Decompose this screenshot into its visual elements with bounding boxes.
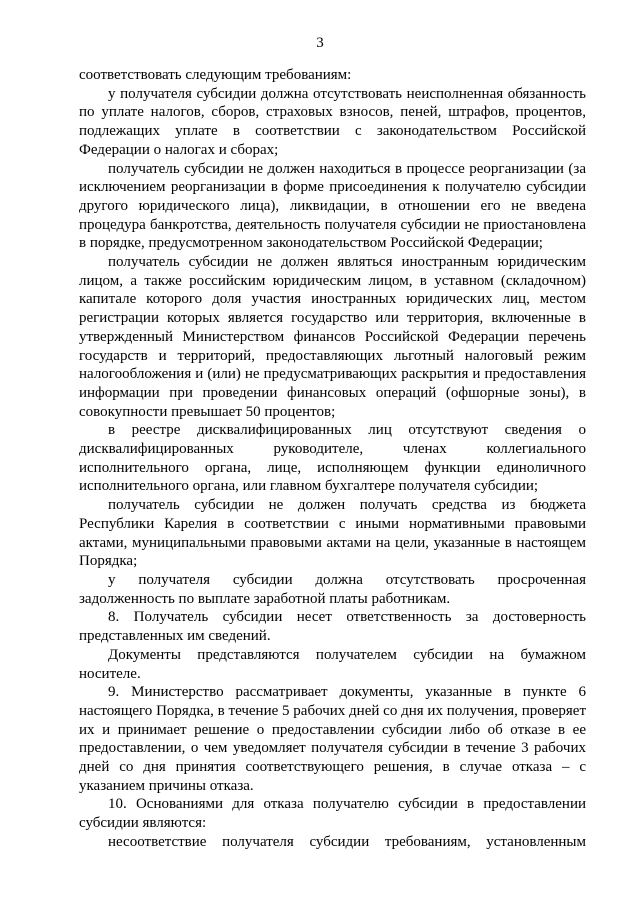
paragraph-continuation: соответствовать следующим требованиям:: [79, 67, 352, 83]
paragraph-item-8: 8. Получатель субсидии несет ответственность за достоверность представленных им сведений.: [79, 609, 586, 645]
paragraph-noncompliance: несоответствие получателя субсидии требованиям, установленным: [108, 833, 586, 850]
paragraph-disqualified-persons: в реестре дисквалифицированных лиц отсутствуют сведения о дисквалифицированных руководителе, членах коллегиального исполнительного органа, лице, исполняющем функции единоличного исполнительного органа, или главном бухгалтере получателя субсидии;: [79, 422, 586, 495]
paragraph-budget-funds: получатель субсидии не должен получать средства из бюджета Республики Карелия в соответствии с иными нормативными правовыми актами, муниципальными правовыми актами на цели, указанные в настоящем Порядка;: [79, 497, 586, 570]
paragraph-wage-arrears: у получателя субсидии должна отсутствовать просроченная задолженность по выплате заработной платы работникам.: [79, 571, 586, 607]
document-body: [79, 66, 586, 852]
paragraph-item-9: 9. Министерство рассматривает документы, указанные в пункте 6 настоящего Порядка, в течение 5 рабочих дней со дня их получения, проверяет их и принимает решение о предоставлении субсидии либо об отказе в ее предоставлении, о чем уведомляет получателя субсидии в течение 3 рабочих дней со дня принятия соответствующего решения, в случае отказа – с указанием причины отказа.: [79, 684, 586, 794]
paragraph-reorganization: получатель субсидии не должен находиться в процессе реорганизации (за исключением реорганизации в форме присоединения к получателю субсидии другого юридического лица), ликвидации, в отношении его не введена процедура банкротства, деятельность получателя субсидии не приостановлена в порядке, предусмотренном законодательством Российской Федерации;: [79, 160, 586, 252]
paragraph-paper-documents: Документы представляются получателем субсидии на бумажном носителе.: [79, 646, 586, 682]
page-number: 3: [316, 35, 324, 51]
paragraph-item-10: 10. Основаниями для отказа получателю субсидии в предоставлении субсидии являются:: [79, 796, 586, 832]
paragraph-foreign-entity: получатель субсидии не должен являться иностранным юридическим лицом, а также российским юридическим лицом, в уставном (складочном) капитале которого доля участия иностранных юридических лиц, местом регистрации которых является государство или территория, включенные в утвержденный Министерством финансов Российской Федерации перечень государств и территорий, предоставляющих льготный налоговый режим налогообложения и (или) не предусматривающих раскрытия и предоставления информации при проведении финансовых операций (офшорные зоны), в совокупности превышает 50 процентов;: [79, 254, 586, 420]
paragraph-tax-obligations: у получателя субсидии должна отсутствовать неисполненная обязанность по уплате налогов, сборов, страховых взносов, пеней, штрафов, процентов, подлежащих уплате в соответствии с законодательством Российской Федерации о налогах и сборах;: [79, 85, 586, 158]
